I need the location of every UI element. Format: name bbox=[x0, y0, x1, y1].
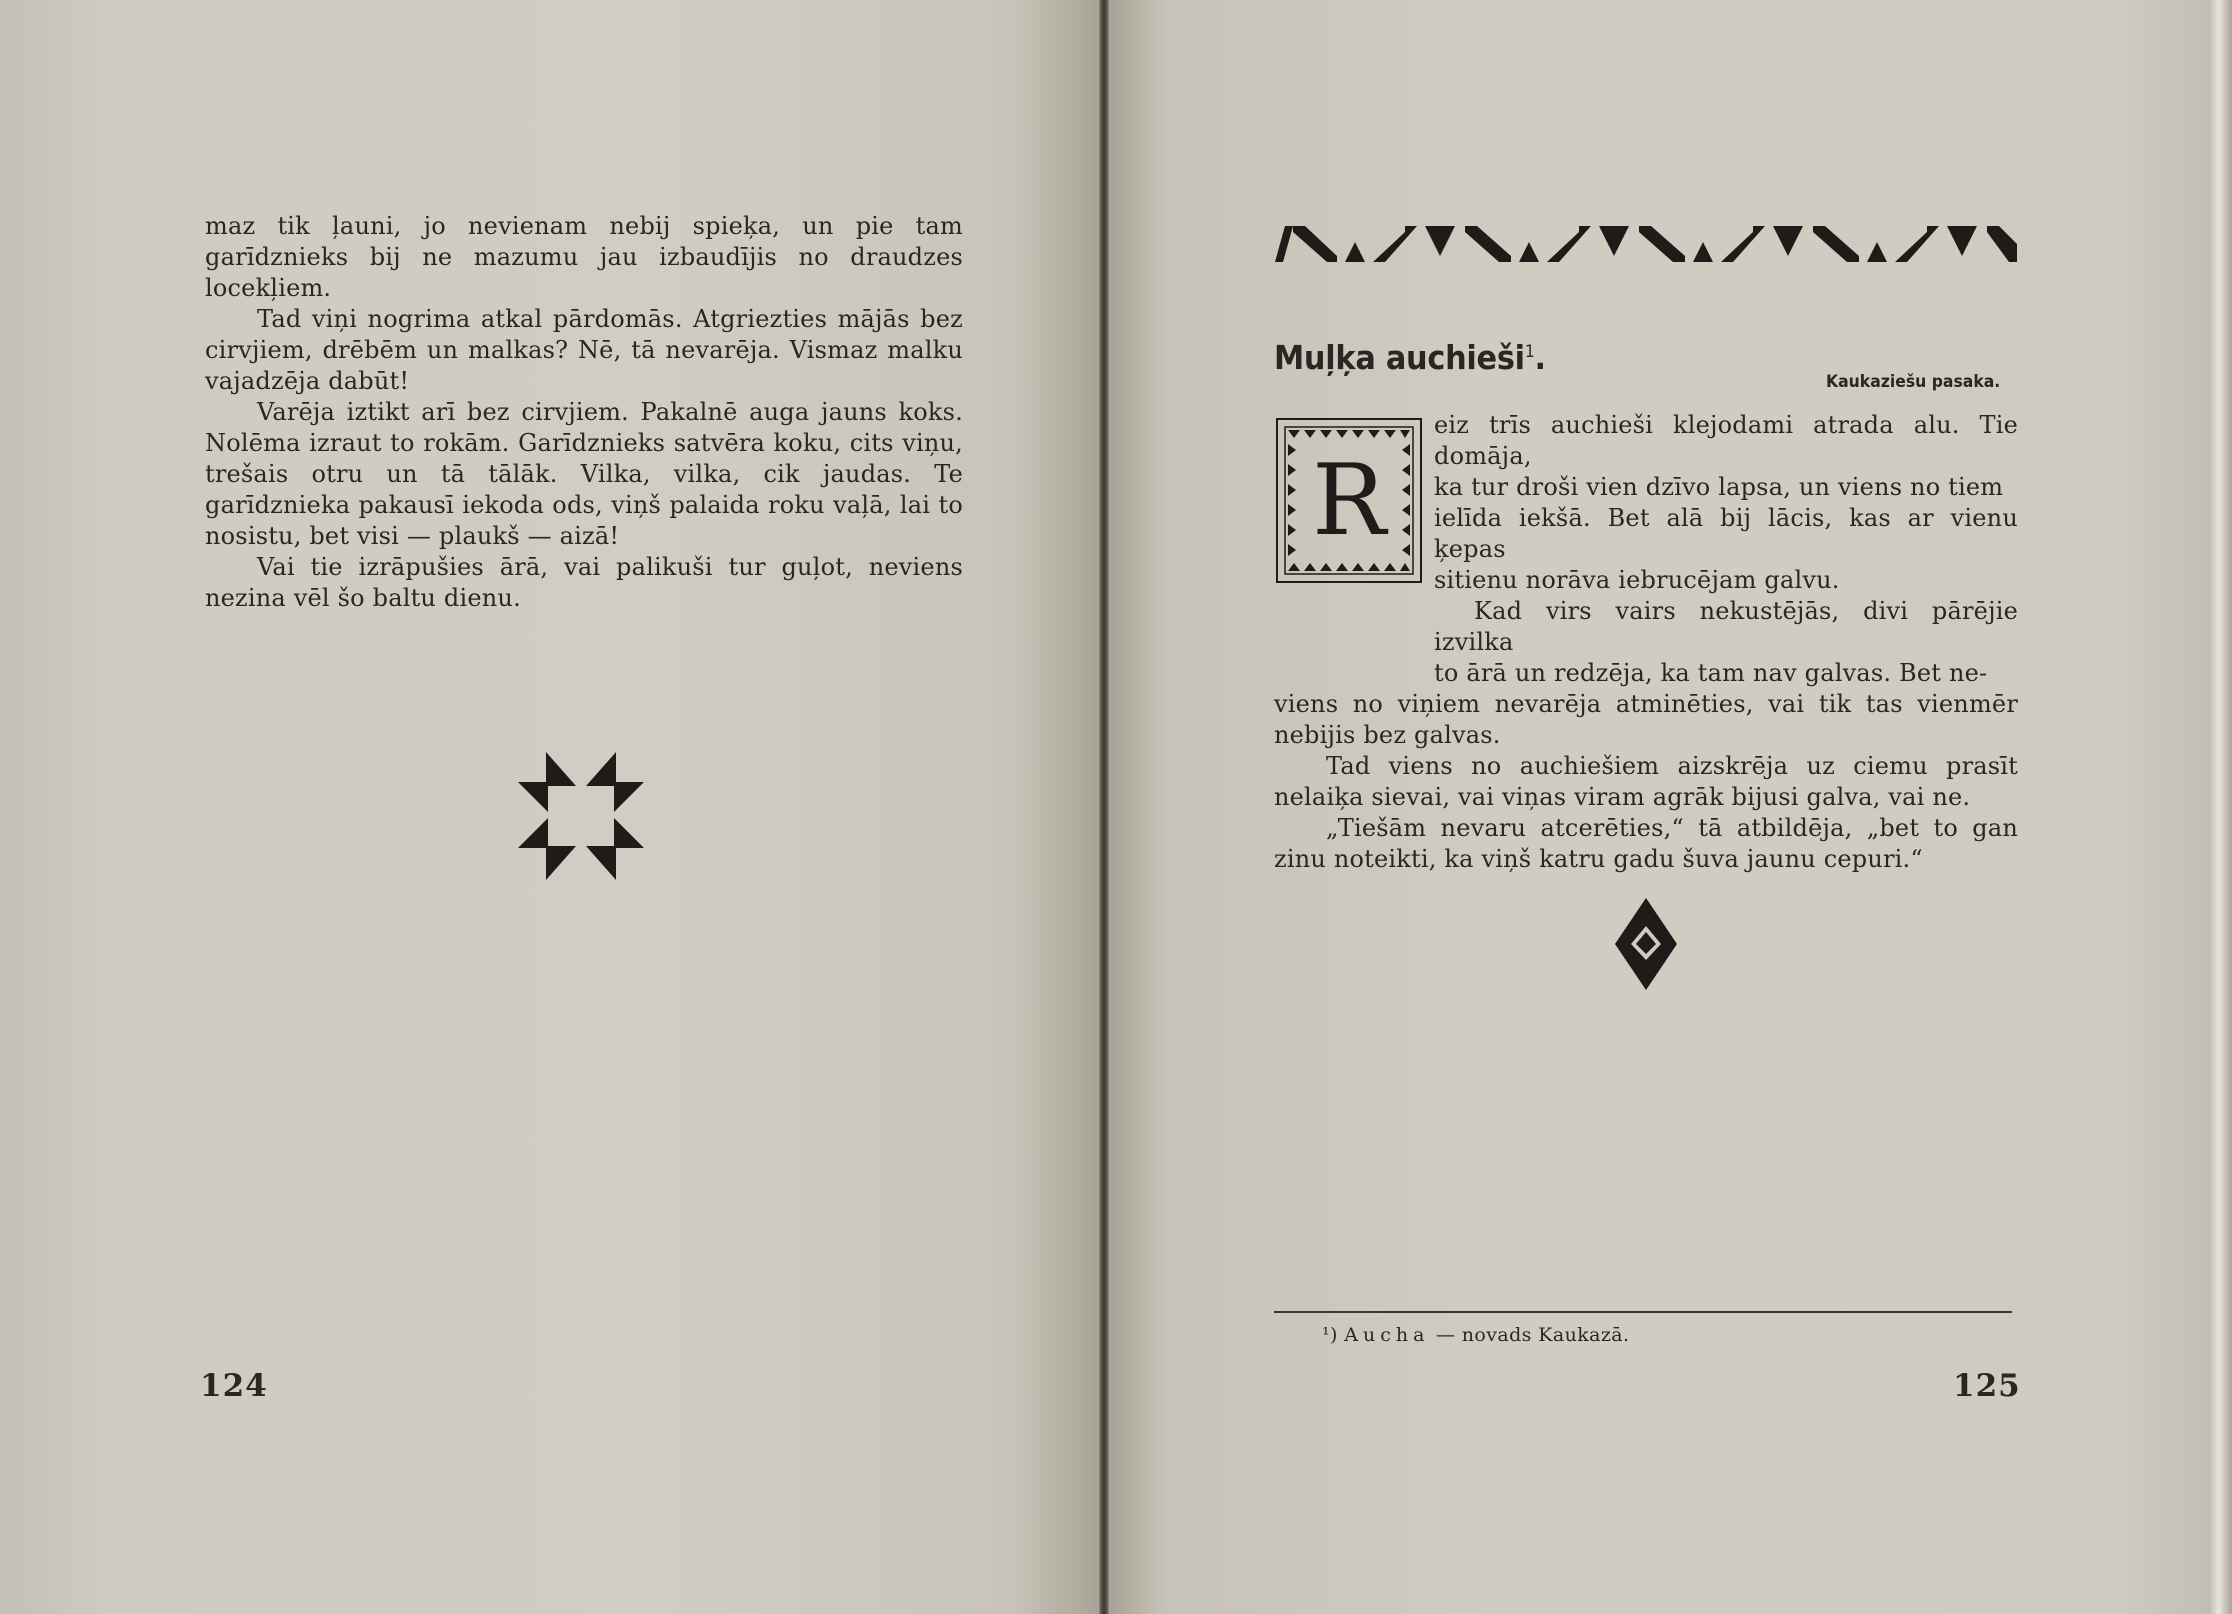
footnote-term: Aucha bbox=[1344, 1324, 1430, 1346]
star-ornament-icon bbox=[518, 752, 644, 880]
paragraph: „Tiešām nevaru atcerēties,“ tā atbildēja, „bet to gan zinu noteikti, ka viņš katru gadu šuva jaunu cepuri.“ bbox=[1274, 814, 2018, 873]
page-number: 125 bbox=[1953, 1368, 2021, 1404]
footnote-reference: 1 bbox=[1524, 342, 1535, 362]
star-triangle bbox=[546, 846, 576, 880]
drop-cap-letter: R bbox=[1312, 443, 1386, 558]
story-title-text: Muļķa auchieši bbox=[1274, 338, 1525, 377]
text-line: Kad virs vairs nekustējās, divi pārējie izvilka bbox=[1434, 597, 2018, 656]
footnote bbox=[1322, 1324, 1629, 1346]
title-period: . bbox=[1534, 338, 1546, 377]
paragraph: Varēja iztikt arī bez cirvjiem. Pakalnē auga jauns koks. Nolēma izraut to rokām. Garīdznieks satvēra koku, cits viņu, trešais otru un tā tālāk. Vilka, vilka, cik jaudas. Te garīdznieka pakausī iekoda ods, viņš palaida roku vaļā, lai to nosistu, bet visi — plaukš — aizā! bbox=[205, 398, 963, 550]
text-line: ka tur droši vien dzīvo lapsa, un viens no tiem bbox=[1434, 473, 2004, 501]
footnote-divider bbox=[1274, 1311, 2012, 1313]
paragraph: Tad viņi nogrima atkal pārdomās. Atgriezties mājās bez cirvjiem, drēbēm un malkas? Nē, tā nevarēja. Vismaz malku vajadzēja dabūt! bbox=[205, 305, 963, 395]
page-number: 124 bbox=[200, 1368, 268, 1404]
page-edge bbox=[2210, 0, 2232, 1614]
star-triangle bbox=[518, 782, 548, 812]
diamond-ornament-icon bbox=[1615, 898, 1677, 990]
paragraph: viens no viņiem nevarēja atminēties, vai tik tas vienmēr nebijis bez galvas. bbox=[1274, 690, 2018, 749]
paragraph: maz tik ļauni, jo nevienam nebij spieķa, un pie tam garīdznieks bij ne mazumu jau izbaudījis no draudzes locekļiem. bbox=[205, 212, 963, 302]
right-page-text bbox=[1274, 410, 2018, 875]
text-line: eiz trīs auchieši klejodami atrada alu. Tie domāja, bbox=[1434, 411, 2018, 470]
zigzag-border-icon bbox=[1275, 226, 2023, 262]
left-page-text bbox=[205, 211, 963, 614]
footnote-marker: ¹) bbox=[1322, 1324, 1338, 1346]
text-line: to ārā un redzēja, ka tam nav galvas. Bet ne- bbox=[1434, 659, 1988, 687]
book-gutter bbox=[1100, 0, 1108, 1614]
story-title bbox=[1274, 338, 1546, 377]
text-line: sitienu norāva iebrucējam galvu. bbox=[1434, 566, 1840, 594]
star-triangle bbox=[518, 818, 548, 848]
left-page bbox=[0, 0, 1100, 1614]
footnote-text: — novads Kaukazā. bbox=[1435, 1324, 1630, 1346]
paragraph: Tad viens no auchiešiem aizskrēja uz ciemu prasīt nelaiķa sievai, vai viņas viram agrāk bijusi galva, vai ne. bbox=[1274, 752, 2018, 811]
paragraph: Vai tie izrāpušies ārā, vai palikuši tur guļot, neviens nezina vēl šo baltu dienu. bbox=[205, 553, 963, 612]
star-triangle bbox=[586, 752, 616, 786]
star-triangle bbox=[546, 752, 576, 786]
star-triangle bbox=[586, 846, 616, 880]
star-triangle bbox=[614, 782, 644, 812]
story-subtitle: Kaukaziešu pasaka. bbox=[1826, 372, 2001, 392]
star-triangle bbox=[614, 818, 644, 848]
text-line: ielīda iekšā. Bet alā bij lācis, kas ar vienu ķepas bbox=[1434, 504, 2018, 563]
